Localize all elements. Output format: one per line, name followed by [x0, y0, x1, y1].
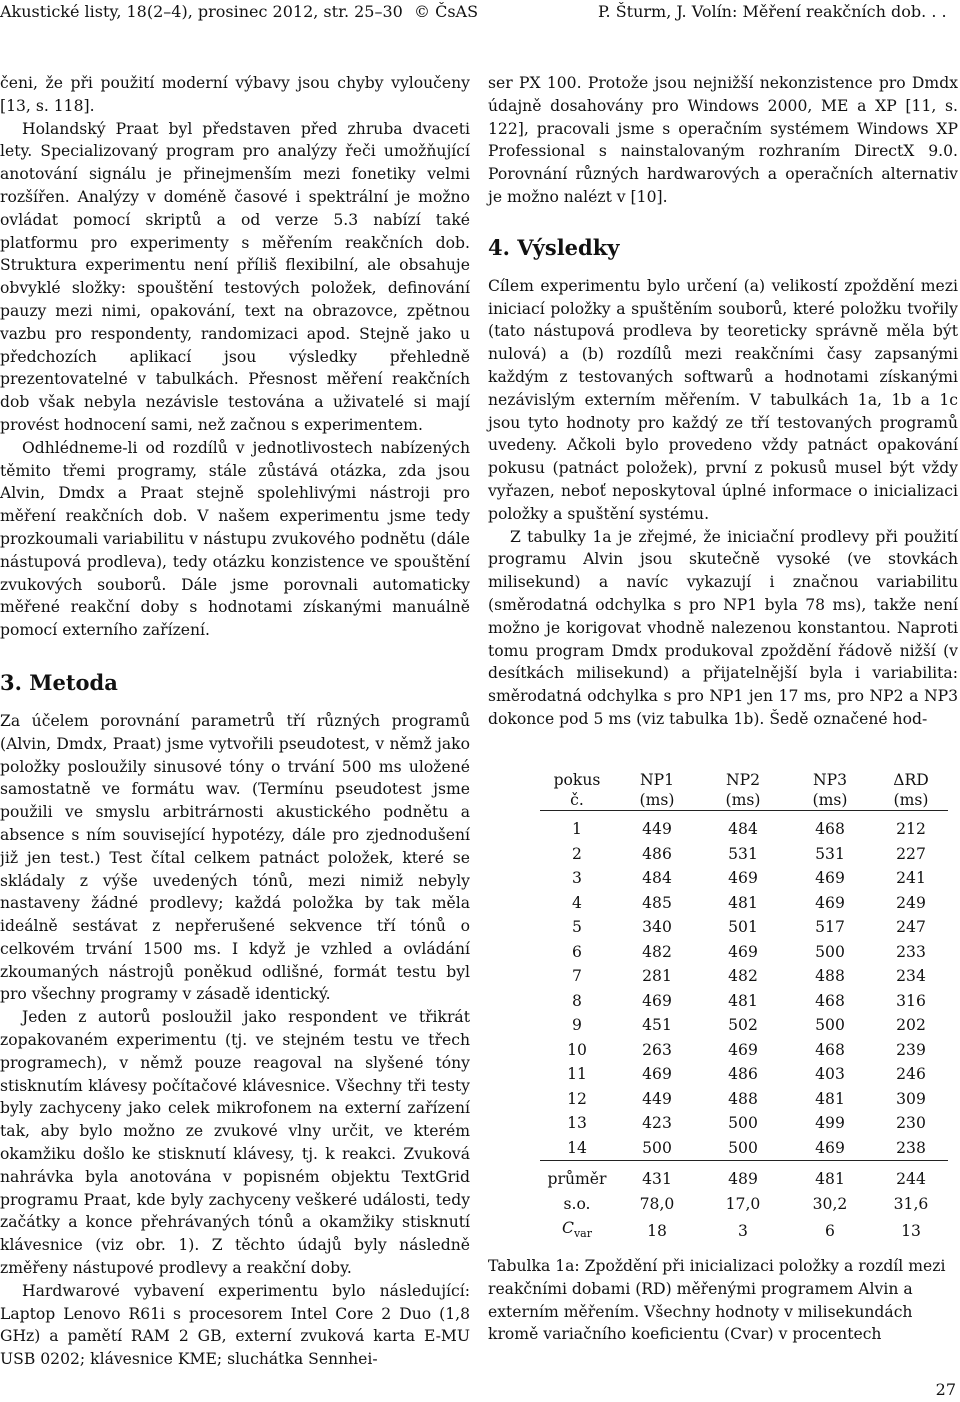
journal-info: Akustické listy, 18(2–4), prosinec 2012, str. 25–30 [0, 2, 403, 21]
table-cell: 10 [567, 1040, 587, 1059]
table-cell: 7 [572, 967, 582, 985]
table-cell: 489 [728, 1170, 758, 1188]
table-cell: 241 [896, 869, 926, 887]
table-cell: 227 [896, 844, 926, 863]
table-row [540, 1038, 948, 1063]
table-cell: 18 [647, 1222, 667, 1241]
table-cell: 13 [901, 1222, 921, 1241]
section-heading: 3. Metoda [0, 669, 118, 695]
paragraph: Z tabulky 1a je zřejmé, že iniciační prodlevy při použití programu Alvin jsou skutečně vysoké (ve stovkách milisekund) a navíc vykazují i značnou variabilitu (směrodatná odchylka s pro NP1 byla 78 ms), takže není možno je korigovat vhodně nalezenou konstantou. Naproti tomu program Dmdx produkoval zpoždění řádově nižší (v desítkách milisekund) a přijatelnější byla i variabilita: směrodatná odchylka s pro NP1 jen 17 ms, pro NP2 a NP3 dokonce pod 5 ms (viz tabulka 1b). Šedě označené hod- [488, 527, 958, 728]
paragraph: Odhlédneme-li od rozdílů v jednotlivostech nabízených těmito třemi programy, stále zůstává otázka, zda jsou Alvin, Dmdx a Praat stejně spolehlivými nástroji pro měření reakčních dob. V našem experimentu jsme tedy prozkoumali variabilitu v nástupu zvukového podnětu (dále nástupová prodleva), tedy otázku konzistence ve spouštění zvukových souborů. Dále jsme porovnali automaticky měřené reakční doby s hodnotami získanými manuálně pomocí externího zařízení. [0, 438, 470, 640]
table-cell: 486 [728, 1065, 758, 1083]
table-cell: 449 [642, 1089, 672, 1108]
table-cell: 281 [642, 967, 672, 985]
table-cell: 6 [825, 1222, 835, 1241]
table-cell: 488 [815, 967, 845, 985]
table-cell: 481 [815, 1089, 845, 1108]
paragraph: ser PX 100. Protože jsou nejnižší nekonzistence pro Dmdx údajně dosahovány pro Windows 2000, ME a XP [11, s. 122], pracovali jsme s operačním systémem Windows XP Professional s nainstalovaným rozhraním DirectX 9.0. Porovnání různých hardwarových a operačních alternativ je možno nalézt v [10]. [488, 74, 958, 206]
table-cell: průměr [547, 1170, 607, 1188]
table-cell: 202 [896, 1016, 926, 1034]
table-cell: 431 [642, 1170, 672, 1188]
table-row [540, 964, 948, 989]
table-cell: 468 [815, 1040, 845, 1059]
paragraph: Jeden z autorů posloužil jako respondent ve třikrát zopakovaném experimentu (tj. ve stejném testu ve třech programech), v němž pouze reagoval na slyšené tóny stisknutím klávesy počítačové klávesnice. Všechny tři testy byly zachyceny jako celek mikrofonem na externí zařízení tak, aby bylo možno ze zvukové vlny určit, ve kterém okamžiku došlo ke stisknutí klávesy, tj. k reakci. Zvuková nahrávka byla anotována v popisném objektu TextGrid programu Praat, kde byly zachyceny veškeré události, tedy začátky a konce přehrávaných tónů a okamžiky stisknutí klávesnice (viz obr. 1). Z těchto údajů byly následně změřeny nástupové prodlevy a reakční doby. [0, 1008, 470, 1278]
table-cell: (ms) [725, 791, 761, 809]
table-cell: 484 [728, 820, 758, 838]
table-cell: 11 [567, 1065, 587, 1083]
table-cell: 501 [728, 918, 758, 936]
table-row [540, 1111, 948, 1136]
copyright-notice: © ČsAS [414, 2, 479, 21]
table-cell: 246 [896, 1065, 926, 1083]
table-cell: 9 [572, 1016, 582, 1034]
table-cell: 531 [815, 844, 845, 863]
table-header-row [540, 770, 948, 790]
table-cell: 212 [896, 820, 926, 838]
table-cell: 481 [728, 893, 758, 912]
table-cell: 2 [572, 844, 582, 863]
table-cell: 1 [572, 820, 582, 838]
table-row [540, 842, 948, 867]
table-summary-row [540, 1192, 948, 1217]
table-cell: 14 [567, 1138, 587, 1157]
table-cell: 30,2 [812, 1194, 848, 1213]
table-summary-row [540, 1216, 948, 1247]
table-cell: (ms) [893, 791, 929, 809]
authors-title: P. Šturm, J. Volín: Měření reakčních dob. . . [598, 2, 947, 21]
table-cell: NP3 [812, 771, 848, 789]
table-cell: 500 [642, 1138, 672, 1157]
table-row [540, 940, 948, 965]
table-cell: 3 [738, 1222, 748, 1241]
table-cell: 469 [815, 1138, 845, 1157]
table-cell: 78,0 [639, 1194, 675, 1213]
paragraph: Hardwarové vybavení experimentu bylo následující: Laptop Lenovo R61i s procesorem Intel Core 2 Duo (1,8 GHz) a pamětí RAM 2 GB, externí zvuková karta E-MU USB 0202; klávesnice KME; sluchátka Sennhei- [0, 1281, 470, 1369]
table-cell: 309 [896, 1089, 926, 1108]
running-header [0, 2, 960, 26]
table-cell: 500 [815, 942, 845, 961]
table-cell: 499 [815, 1114, 845, 1132]
table-cell: 451 [642, 1016, 672, 1034]
table-cell: 239 [896, 1040, 926, 1059]
table-summary-row [540, 1167, 948, 1192]
table-cell: (ms) [812, 791, 848, 809]
paragraph: Cílem experimentu bylo určení (a) velikostí zpoždění mezi iniciací položky a spuštěním souborů, které položku tvořily (tato nástupová prodleva by teoreticky správně měla být nulová) a (b) rozdílů mezi reakčními časy zapsanými každým z testovaných softwarů a hodnotami získanými nezávislým externím měřením. V tabulkách 1a, 1b a 1c jsou tyto hodnoty pro každý ze tří testovaných programů uvedeny. Ačkoli bylo provedeno vždy patnáct opakování pokusu (patnáct položek), první z pokusů musel být vždy vyřazen, neboť neposkytoval úplné informace o inicializaci položky a spuštění systému. [488, 276, 958, 523]
table-cell: 469 [642, 1065, 672, 1083]
table-cell: 500 [815, 1016, 845, 1034]
table-cell: 230 [896, 1114, 926, 1132]
table-header-row [540, 790, 948, 811]
paragraph: Holandský Praat byl představen před zhruba dvaceti lety. Specializovaný program pro analýzy řeči umožňující anotování signálu je přinejmenším mezi fonetiky velmi rozšířen. Analýzy v doméně časové i spektrální je možno ovládat pomocí skriptů a od verze 5.3 nabízí také platformu pro experimenty s měřením reakčních dob. Struktura experimentu není příliš flexibilní, ale obsahuje obvyklé složky: spouštění testových položek, definování pauzy mezi nimi, opakování, text na obrazovce, zpětnou vazbu pro respondenty, randomizaci apod. Stejně jako u předchozích aplikací jsou výsledky přehledně prezentovatelné v tabulkách. Přesnost měření reakčních dob však nebyla nezávisle testována a uživatelé si mají provést hodnocení sami, než začnou s experimentem. [0, 119, 470, 434]
table-cell: 469 [728, 1040, 758, 1059]
table-row [540, 915, 948, 940]
table-cell: s.o. [563, 1194, 591, 1213]
table-row [540, 1013, 948, 1038]
table-cell: 486 [642, 844, 672, 863]
paragraph: čeni, že při použití moderní výbavy jsou chyby vyloučeny [13, s. 118]. [0, 74, 470, 115]
table-cell: 500 [728, 1114, 758, 1132]
left-column [0, 72, 470, 1371]
table-cell: 481 [728, 991, 758, 1010]
page-number: 27 [935, 1380, 956, 1399]
table-cell: 485 [642, 893, 672, 912]
table-caption: Tabulka 1a: Zpoždění při inicializaci položky a rozdíl mezi reakčními dobami (RD) měřenými programem Alvin a externím měřením. Všechny hodnoty v milisekundách kromě variačního koeficientu (Cvar) v procentech [488, 1257, 946, 1344]
paragraph: Za účelem porovnání parametrů tří různých programů (Alvin, Dmdx, Praat) jsme vytvořili pseudotest, v němž jako položky posloužily sinusové tóny o trvání 500 ms uložené samostatně ve formátu wav. (Termínu pseudotest jsme použili ve smyslu arbitrárnosti akustického podnětu a absence s ním související hypotézy, dále pro zjednodušení již jen test.) Test čítal celkem patnáct položek, které se skládaly z výše uvedených tónů, mezi nimiž nebyly nastaveny žádné prodlevy; každá položka by tak měla ideálně sestávat z nepřerušené sekvence tří tónů o celkovém trvání 1500 ms. I když je vzhled a ovládání zkoumaných nástrojů poněkud odlišné, formát testu byl pro všechny programy v zásadě identický. [0, 711, 470, 1004]
table-cell: 233 [896, 942, 926, 961]
table-cell: 469 [815, 893, 845, 912]
table-cell: 31,6 [893, 1194, 929, 1213]
table-cell: 12 [567, 1089, 587, 1108]
table-row [540, 817, 948, 842]
section-heading: 4. Výsledky [488, 234, 620, 260]
table-cell: 3 [572, 869, 582, 887]
table-cell: 403 [815, 1065, 845, 1083]
table-cell: 423 [642, 1114, 672, 1132]
table-row [540, 891, 948, 916]
table-row [540, 866, 948, 891]
table-cell: pokus [553, 771, 601, 789]
table-cell: 238 [896, 1138, 926, 1157]
table-cell: 531 [728, 844, 758, 863]
table-cell: 469 [728, 942, 758, 961]
table-cell: 482 [642, 942, 672, 961]
table-cell: 4 [572, 893, 582, 912]
table-cell: 340 [642, 918, 672, 936]
table-cell: 263 [642, 1040, 672, 1059]
table-cell: 468 [815, 991, 845, 1010]
table-cell: NP2 [725, 771, 761, 789]
table-cell: 469 [642, 991, 672, 1010]
table-cell: 8 [572, 991, 582, 1010]
table-cell: 17,0 [725, 1194, 761, 1213]
table-cell: č. [570, 791, 584, 809]
table-cell: 234 [896, 967, 926, 985]
table-cell: 502 [728, 1016, 758, 1034]
right-column [488, 72, 958, 731]
table-cell: 244 [896, 1170, 926, 1188]
table-row [540, 1062, 948, 1087]
table-cell: 484 [642, 869, 672, 887]
table-row [540, 989, 948, 1014]
table-cell: 13 [567, 1114, 587, 1132]
table-cell: 469 [728, 869, 758, 887]
table-cell: 488 [728, 1089, 758, 1108]
table-cell: 449 [642, 820, 672, 838]
table-cell: $C_{var}$ [562, 1219, 592, 1241]
table-cell: 500 [728, 1138, 758, 1157]
table-cell: 247 [896, 918, 926, 936]
table-cell: 5 [572, 918, 582, 936]
table-cell: 316 [896, 991, 926, 1010]
table-cell: 481 [815, 1170, 845, 1188]
table-cell: (ms) [639, 791, 675, 809]
table-cell: 468 [815, 820, 845, 838]
results-table [540, 770, 948, 1247]
table-cell: 469 [815, 869, 845, 887]
table-cell: NP1 [639, 771, 675, 789]
table-row [540, 1136, 948, 1161]
table-cell: 517 [815, 918, 845, 936]
table-cell: 6 [572, 942, 582, 961]
table-cell: ΔRD [893, 771, 929, 789]
table-cell: 249 [896, 893, 926, 912]
table-row [540, 1087, 948, 1112]
table-cell: 482 [728, 967, 758, 985]
